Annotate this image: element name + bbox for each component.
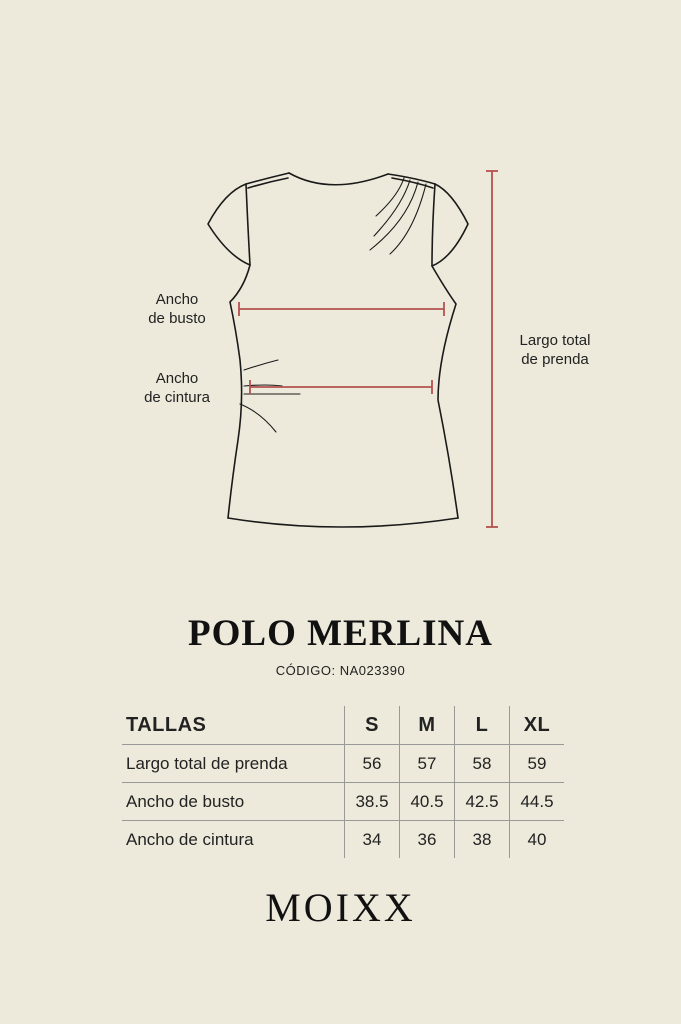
length-label (508, 331, 602, 369)
size-l-header: L (455, 706, 510, 745)
table-cell: 36 (400, 821, 455, 859)
measure-lines (239, 171, 498, 527)
table-cell: 44.5 (510, 783, 565, 821)
waist-label-line2: de cintura (144, 389, 210, 406)
table-row (122, 821, 564, 859)
row-label: Ancho de cintura (122, 821, 345, 859)
table-row (122, 745, 564, 783)
tallas-header: TALLAS (126, 713, 207, 736)
row-label: Ancho de busto (122, 783, 345, 821)
table-cell: 57 (400, 745, 455, 783)
size-table-header (122, 706, 564, 745)
waist-label-line1: Ancho (155, 370, 199, 387)
bust-label-line1: Ancho (155, 291, 199, 308)
length-label-line2: de prenda (521, 351, 589, 368)
table-cell: 40.5 (400, 783, 455, 821)
brand-logo: MOIXX (265, 885, 416, 930)
waist-label (128, 369, 226, 407)
table-cell: 40 (510, 821, 565, 859)
table-cell: 59 (510, 745, 565, 783)
table-cell: 38 (455, 821, 510, 859)
shirt-outline (208, 173, 468, 527)
product-title: POLO MERLINA (188, 613, 493, 654)
table-cell: 38.5 (345, 783, 400, 821)
length-label-line1: Largo total (519, 332, 591, 349)
table-cell: 56 (345, 745, 400, 783)
size-m-header: M (400, 706, 455, 745)
bust-label (136, 290, 218, 328)
size-s-header: S (345, 706, 400, 745)
table-row (122, 783, 564, 821)
table-cell: 42.5 (455, 783, 510, 821)
table-cell: 34 (345, 821, 400, 859)
table-cell: 58 (455, 745, 510, 783)
size-table (122, 706, 564, 858)
bust-label-line2: de busto (148, 310, 206, 327)
product-code: CÓDIGO: NA023390 (275, 663, 406, 678)
size-xl-header: XL (510, 706, 565, 745)
row-label: Largo total de prenda (122, 745, 345, 783)
